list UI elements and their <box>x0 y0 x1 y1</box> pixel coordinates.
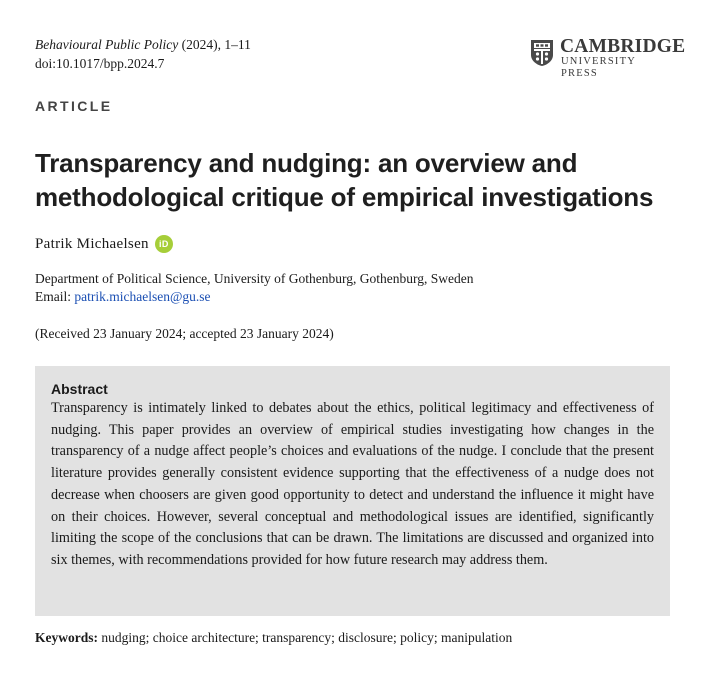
publisher-brand: CAMBRIDGE <box>560 36 686 57</box>
doi: doi:10.1017/bpp.2024.7 <box>35 56 165 71</box>
author-name: Patrik Michaelsen <box>35 235 149 252</box>
keywords <box>35 630 512 646</box>
journal-line <box>35 35 251 54</box>
affiliation <box>35 270 474 306</box>
abstract-heading: Abstract <box>51 381 108 397</box>
article-title: Transparency and nudging: an overview and methodological critique of empirical investigations <box>35 148 654 212</box>
author <box>35 235 173 253</box>
keywords-list: nudging; choice architecture; transparency; disclosure; policy; manipulation <box>98 630 513 645</box>
publisher-logo[interactable] <box>530 36 686 79</box>
journal-meta: (2024), 1–11 <box>178 37 251 52</box>
orcid-icon[interactable]: iD <box>155 235 173 253</box>
journal-name: Behavioural Public Policy <box>35 37 179 52</box>
journal-citation <box>35 35 251 73</box>
email-link[interactable]: patrik.michaelsen@gu.se <box>74 289 211 304</box>
section-label: ARTICLE <box>35 98 113 114</box>
abstract-text: Transparency is intimately linked to debates about the ethics, political legitimacy and effectiveness of nudging. This paper provides an overview of empirical studies investigating how changes in the transparency of a nudge affect people’s choices and evaluations of the nudge. I conclude that the present literature provides generally consistent evidence supporting that the effectiveness of a nudge does not decrease when choosers are given good opportunity to detect and understand the influence it might have on their choices. However, several conceptual and methodological issues are identified, significantly limiting the scope of the conclusions that can be drawn. The limitations are discussed and organized into six themes, with recommendations provided for how future research may address them. <box>51 400 654 568</box>
publisher-press: UNIVERSITY PRESS <box>561 56 636 79</box>
keywords-label: Keywords: <box>35 630 98 645</box>
email-label: Email: <box>35 289 75 304</box>
shield-icon <box>530 39 554 67</box>
received-dates: (Received 23 January 2024; accepted 23 January 2024) <box>35 326 334 341</box>
abstract-box <box>35 366 670 616</box>
department: Department of Political Science, University of Gothenburg, Gothenburg, Sweden <box>35 271 474 286</box>
email-line <box>35 288 474 306</box>
